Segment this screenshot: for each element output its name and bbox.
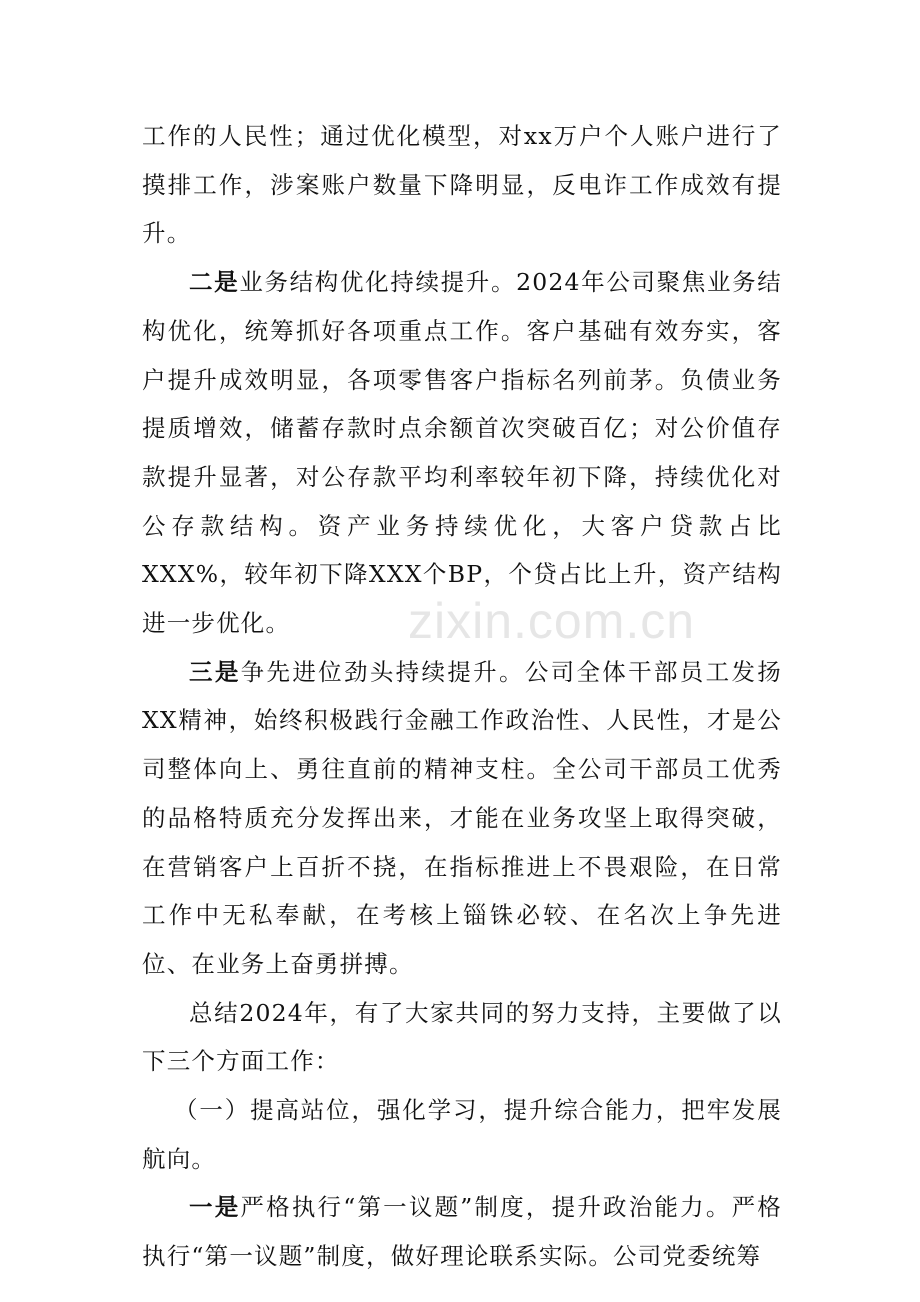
paragraph-point-three [142, 648, 782, 989]
paragraph-text: 争先进位劲头持续提升。公司全体干部员工发扬XX精神，始终积极践行金融工作政治性、人民性，才是公司整体向上、勇往直前的精神支柱。全公司干部员工优秀的品格特质充分发挥出来，才能在业务攻坚上取得突破，在营销客户上百折不挠，在指标推进上不畏艰险，在日常工作中无私奉献，在考核上锱铢必较、在名次上争先进位、在业务上奋勇拼搏。 [142, 657, 782, 978]
paragraph-point-one [142, 1183, 782, 1280]
section-heading-one [142, 1086, 782, 1183]
paragraph-point-two [142, 258, 782, 648]
paragraph-continuation [142, 112, 782, 258]
document-body [142, 112, 782, 1281]
paragraph-lead: 三是 [189, 657, 241, 686]
paragraph-lead: 二是 [189, 268, 240, 297]
paragraph-text: 总结2024年，有了大家共同的努力支持，主要做了以下三个方面工作： [142, 998, 782, 1076]
paragraph-text: 业务结构优化持续提升。2024年公司聚焦业务结构优化，统筹抓好各项重点工作。客户基础有效夯实，客户提升成效明显，各项零售客户指标名列前茅。负债业务提质增效，储蓄存款时点余额首次突破百亿；对公价值存款提升显著，对公存款平均利率较年初下降，持续优化对公存款结构。资产业务持续优化，大客户贷款占比XXX%，较年初下降XXX个BP，个贷占比上升，资产结构进一步优化。 [142, 268, 782, 638]
paragraph-text: 工作的人民性；通过优化模型，对xx万户个人账户进行了摸排工作，涉案账户数量下降明显，反电诈工作成效有提升。 [142, 122, 782, 248]
section-heading-text: （一）提高站位，强化学习，提升综合能力，把牢发展航向。 [142, 1096, 782, 1173]
paragraph-lead: 一是 [189, 1193, 241, 1222]
paragraph-text: 严格执行“第一议题”制度，提升政治能力。严格执行“第一议题”制度，做好理论联系实际。公司党委统筹 [142, 1193, 782, 1271]
paragraph-summary [142, 989, 782, 1086]
watermark: zixin.com.cn [408, 593, 696, 649]
